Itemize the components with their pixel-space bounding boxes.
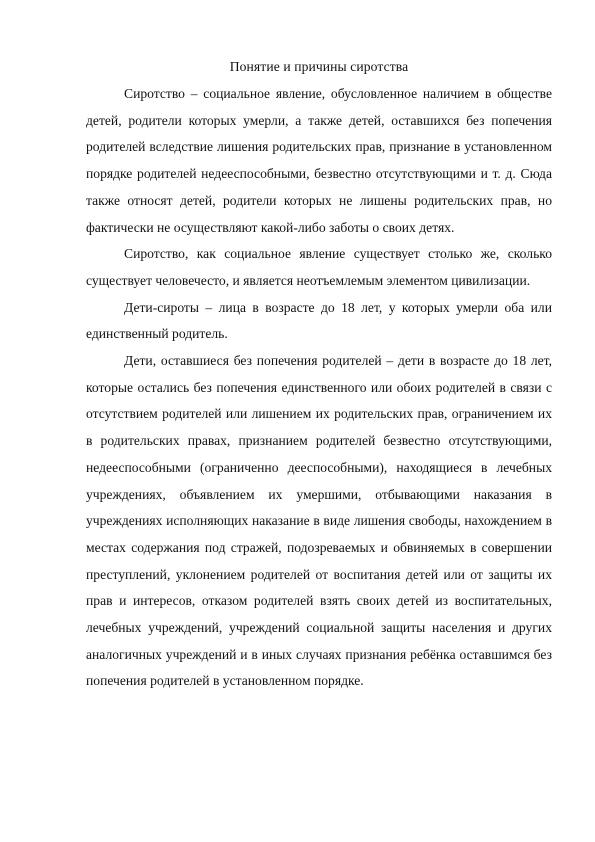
document-title: Понятие и причины сиротства <box>229 59 409 74</box>
paragraph-orphanhood-definition: Сиротство – социальное явление, обусловленное наличием в обществе детей, родители которых умерли, а также детей, оставшихся без попечения родителей вследствие лишения родительских прав, признание в установленном порядке родителей недееспособными, безвестно отсутствующими и т. д. Сюда также относят детей, родители которых не лишены родительских прав, но фактически не осуществляют какой-либо заботы о своих детях. <box>86 86 552 235</box>
paragraph-orphan-children: Дети-сироты – лица в возрасте до 18 лет, у которых умерли оба или единственный родитель. <box>86 299 552 342</box>
paragraph-children-without-care: Дети, оставшиеся без попечения родителей – дети в возрасте до 18 лет, которые остались без попечения единственного или обоих родителей в связи с отсутствием родителей или лишением их родительских прав, ограничением их в родительских правах, признанием родителей безвестно отсутствующими, недееспособными (ограниченно дееспособными), находящиеся в лечебных учреждениях, объявлением их умершими, отбывающими наказания в учреждениях исполняющих наказание в виде лишения свободы, нахождением в местах содержания под стражей, подозреваемых и обвиняемых в совершении преступлений, уклонением родителей от воспитания детей или от защиты их прав и интересов, отказом родителей взять своих детей из воспитательных, лечебных учреждений, учреждений социальной защиты населения и других аналогичных учреждений и в иных случаях признания ребёнка оставшимся без попечения родителей в установленном порядке. <box>86 353 552 689</box>
document-body <box>86 57 552 695</box>
paragraph-social-phenomenon: Сиротство, как социальное явление существует столько же, сколько существует человечесто, и является неотъемлемым элементом цивилизации. <box>86 246 552 288</box>
